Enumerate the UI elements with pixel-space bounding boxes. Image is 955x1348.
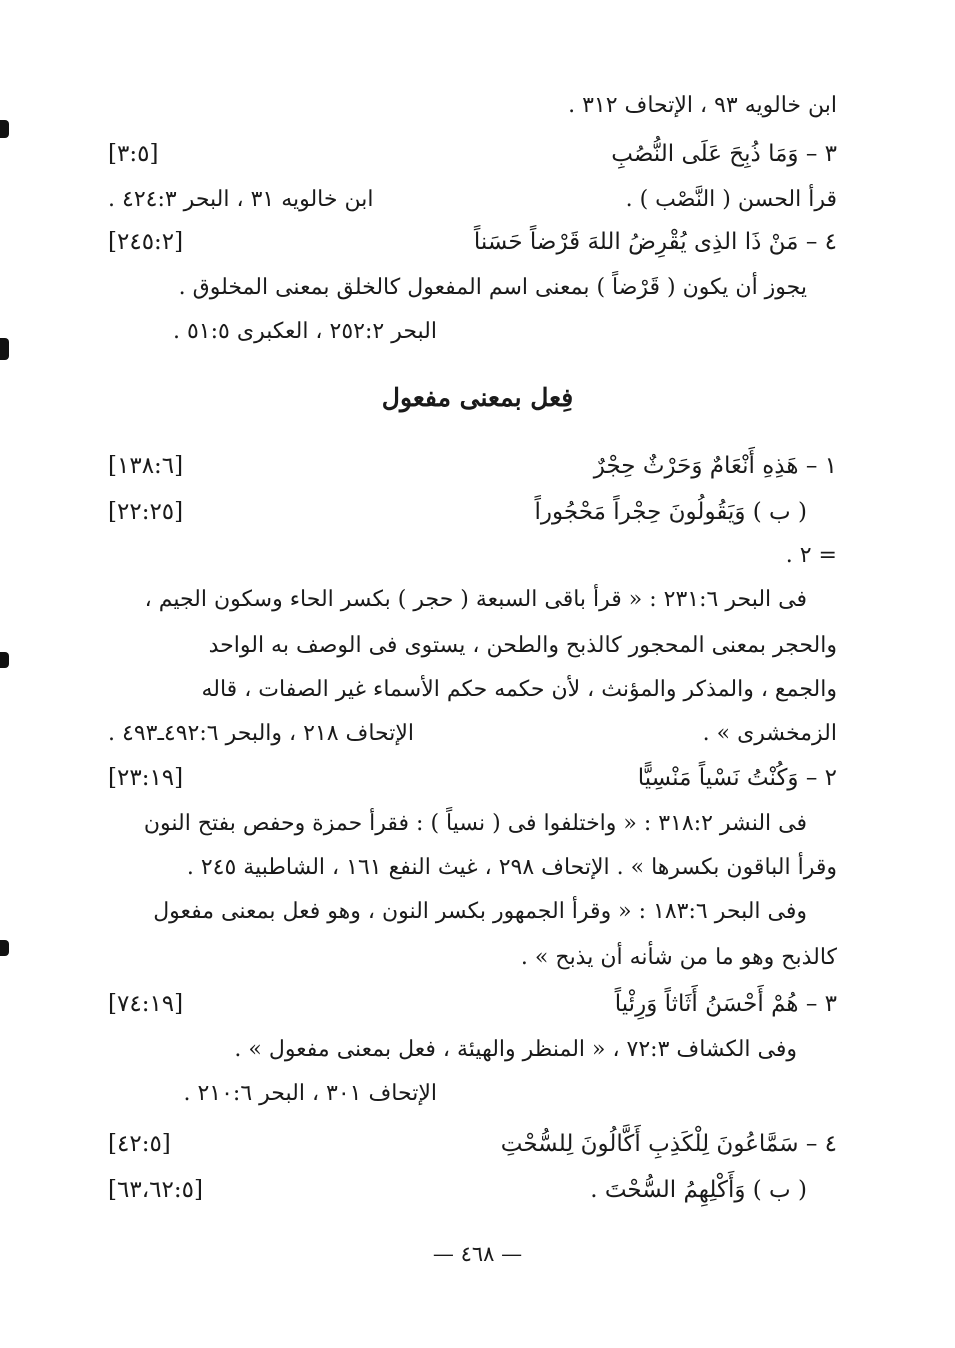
commentary-text: = ٢ . (785, 543, 837, 568)
source-citation: ابن خالويه ٩٣ ، الإتحاف ٣١٢ . (568, 93, 837, 118)
verse-reference: [١٣٨:٦] (108, 453, 184, 479)
verse-reference: [٢٣:١٩] (108, 765, 184, 791)
verse-text: ١ – هَذِهِ أَنْعَامٌ وَحَرْثٌ حِجْرٌ (593, 453, 837, 479)
verse-text: ٤ – مَنْ ذَا الذِى يُقْرِضُ اللهَ قَرْضاً حَسَناً (473, 229, 837, 255)
section-title: فِعل بمعنى مفعول (381, 383, 574, 412)
commentary-text: كالذبح وهو ما من شأنه أن يذبح » . (520, 945, 837, 970)
verse-reference: [٣:٥] (108, 141, 159, 167)
commentary-text: وفى البحر ١٨٣:٦ : « وقرأ الجمهور بكسر النون ، وهو فعل بمعنى مفعول (153, 899, 807, 924)
text-line (108, 938, 837, 978)
commentary-text: والجمع ، والمذكر والمؤنث ، لأن حكمه حكم الأسماء غير الصفات ، قاله (201, 677, 837, 702)
commentary-text: الزمخشرى » . (702, 721, 837, 746)
verse-reference: [٦٣،٦٢:٥] (108, 1177, 203, 1203)
source-citation: البحر ٢٥٢:٢ ، العكبرى ٥١:٥ . (172, 319, 437, 344)
text-line (108, 670, 837, 710)
verse-reference: [٧٤:١٩] (108, 991, 184, 1017)
commentary-text: وفى الكشاف ٧٢:٣ ، « المنظر والهيئة ، فعل بمعنى مفعول » . (234, 1037, 797, 1062)
text-line (108, 536, 837, 576)
source-citation: ابن خالويه ٣١ ، البحر ٤٢٤:٣ . (108, 187, 374, 212)
commentary-text: فى البحر ٢٣١:٦ : « قرأ باقى السبعة ( حجر ) بكسر الحاء وسكون الجيم ، (144, 587, 807, 612)
source-citation: الإتحاف ٢١٨ ، والبحر ٤٩٢:٦ـ٤٩٣ . (108, 721, 415, 746)
text-line (108, 1030, 837, 1070)
text-line (108, 892, 837, 932)
page-number: — ٤٦٨ — (432, 1242, 523, 1266)
verse-text: ( ب ) وَيَقُولُونَ حِجْراً مَحْجُوراً (534, 499, 807, 525)
verse-text: ٢ – وَكُنْتُ نَسْياً مَنْسِيًّا (637, 765, 837, 791)
verse-line (108, 134, 837, 174)
verse-line (108, 984, 837, 1024)
text-line (108, 86, 837, 126)
verse-line (108, 1124, 837, 1164)
source-citation: الإتحاف ٣٠١ ، البحر ٢١٠:٦ . (183, 1081, 437, 1106)
text-line (108, 626, 837, 666)
commentary-text: فى النشر ٣١٨:٢ : « واختلفوا فى ( نسياً ) : فقرأ حمزة وحفص بفتح النون (143, 811, 807, 836)
verse-text: ( ب ) وَأَكْلِهِمُ السُّحْتَ . (590, 1177, 807, 1203)
commentary-text: يجوز أن يكون ( قَرْضاً ) بمعنى اسم المفعول كالخلق بمعنى المخلوق . (178, 275, 807, 300)
commentary-text: قرأ الحسن ( النَّصْب ) . (625, 187, 837, 212)
verse-line (108, 1170, 837, 1210)
verse-line (108, 492, 837, 532)
scan-edge-mark (0, 338, 9, 360)
text-line (108, 1074, 837, 1114)
verse-line (108, 446, 837, 486)
scan-edge-mark (0, 652, 9, 668)
verse-line (108, 758, 837, 798)
verse-reference: [٤٢:٥] (108, 1131, 171, 1157)
text-line (108, 848, 837, 888)
scan-edge-mark (0, 940, 9, 956)
text-line (108, 180, 837, 220)
text-line (108, 268, 837, 308)
text-line (108, 804, 837, 844)
text-line (108, 714, 837, 754)
verse-reference: [٢٤٥:٢] (108, 229, 184, 255)
verse-text: ٣ – وَمَا ذُبِحَ عَلَى النُّصُبِ (611, 141, 837, 167)
verse-text: ٣ – هُمْ أَحْسَنُ أَثَاثاً وَرِئْياً (614, 991, 837, 1017)
commentary-text: وقرأ الباقون بكسرها » . الإتحاف ٢٩٨ ، غيث النفع ١٦١ ، الشاطبية ٢٤٥ . (186, 855, 837, 880)
text-line (108, 580, 837, 620)
scan-edge-mark (0, 120, 9, 138)
verse-text: ٤ – سَمَّاعُونَ لِلْكَذِبِ أَكَّالُونَ لِلسُّحْتِ (500, 1131, 837, 1157)
verse-line (108, 222, 837, 262)
text-line (108, 312, 837, 352)
commentary-text: والحجر بمعنى المحجور كالذبح والطحن ، يستوى فى الوصف به الواحد (208, 633, 837, 658)
verse-reference: [٢٢:٢٥] (108, 499, 184, 525)
